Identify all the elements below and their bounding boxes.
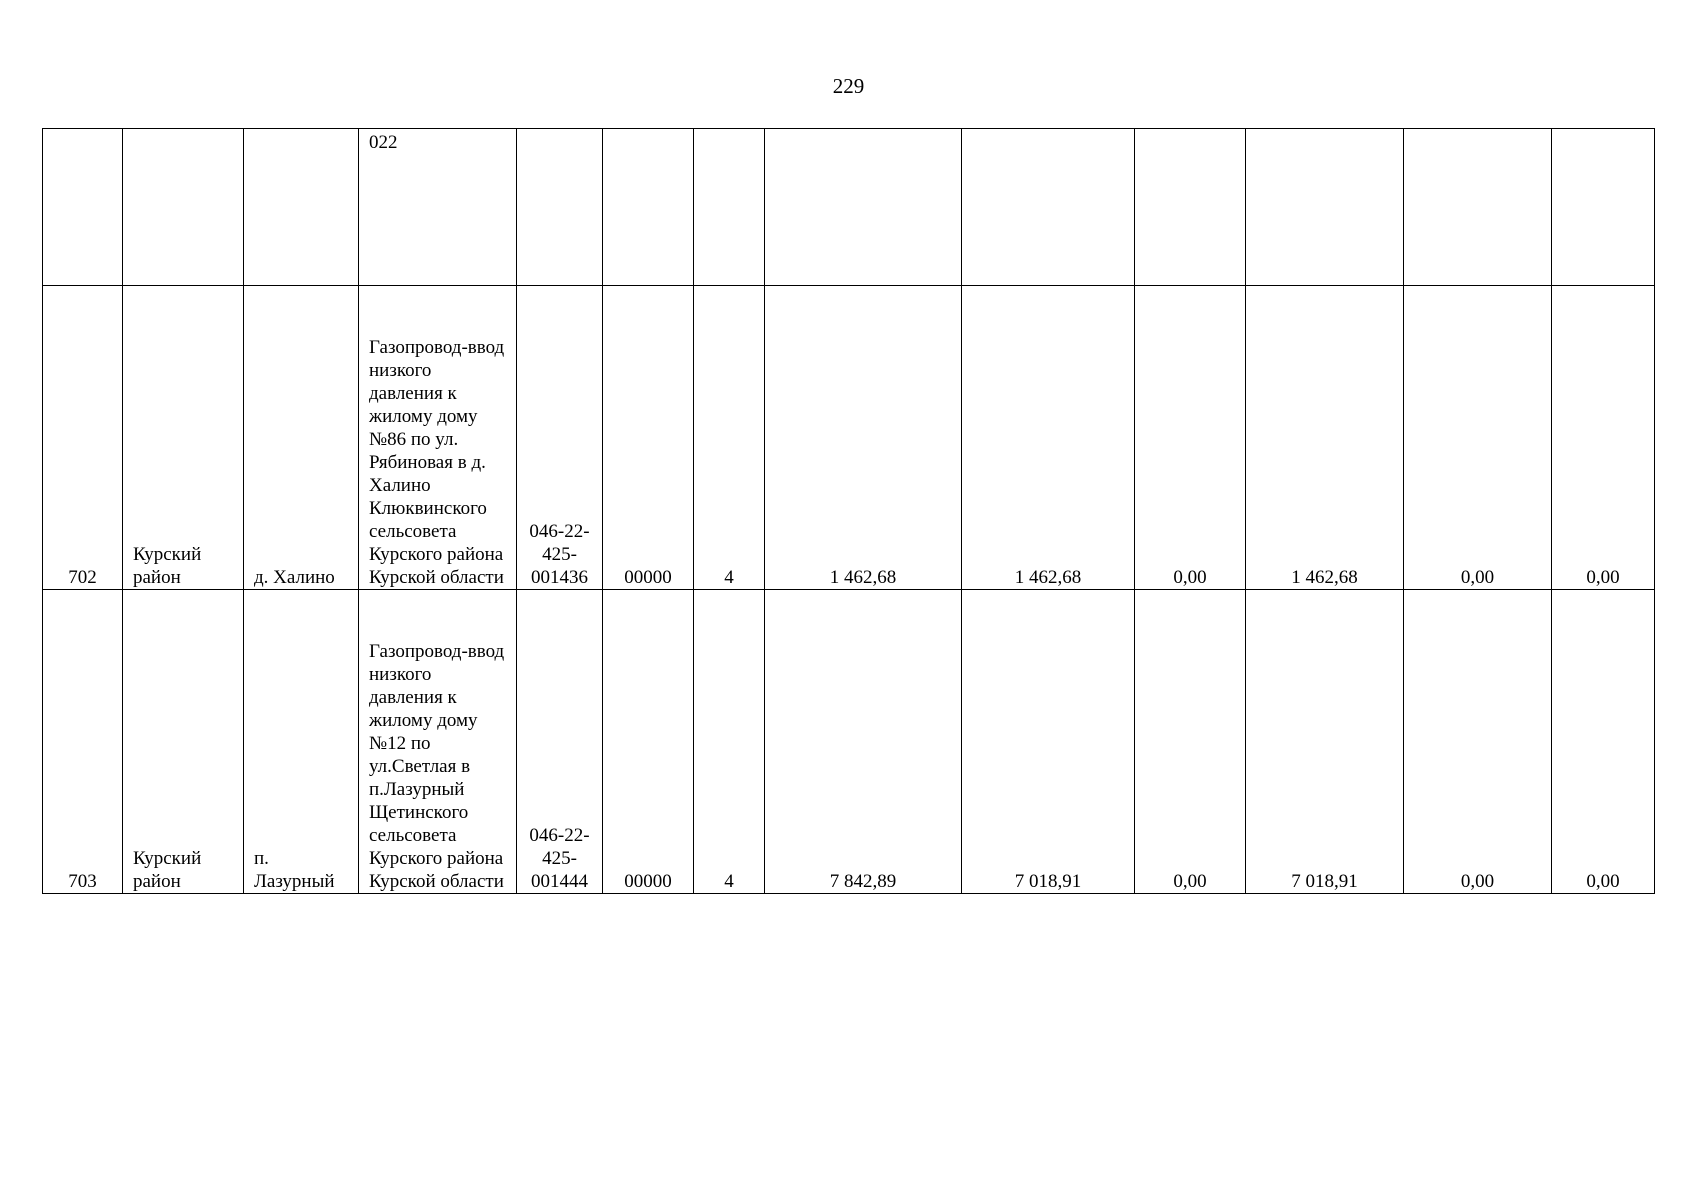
value-cell-6: 0,00 [1552,286,1655,590]
value-cell-3: 0,00 [1135,590,1246,894]
district-cell: Курский район [123,286,244,590]
row-number: 703 [43,590,123,894]
description-text: Газопровод-ввод низкого давления к жилому дому №86 по ул. Рябиновая в д. Халино Клюквинского сельсовета Курского района Курской области [369,337,505,588]
value-cell-2: 7 018,91 [962,590,1135,894]
description-cell [359,129,517,286]
table-cell [1246,129,1404,286]
row-number: 702 [43,286,123,590]
table-row-continuation [43,129,1655,286]
value-cell-1: 1 462,68 [765,286,962,590]
table-cell [765,129,962,286]
table-cell [1552,129,1655,286]
value-cell-5: 0,00 [1404,590,1552,894]
table-cell [244,129,359,286]
quantity-cell: 4 [694,590,765,894]
table-cell [517,129,603,286]
district-cell: Курский район [123,590,244,894]
code-cell: 00000 [603,590,694,894]
description-cell [359,590,517,894]
value-cell-4: 1 462,68 [1246,286,1404,590]
value-cell-1: 7 842,89 [765,590,962,894]
value-cell-4: 7 018,91 [1246,590,1404,894]
table-cell [1404,129,1552,286]
table-row [43,286,1655,590]
value-cell-2: 1 462,68 [962,286,1135,590]
table-cell [694,129,765,286]
quantity-cell: 4 [694,286,765,590]
cadastral-number-cell: 046-22- 425- 001436 [517,286,603,590]
table-cell [43,129,123,286]
value-cell-3: 0,00 [1135,286,1246,590]
description-text: Газопровод-ввод низкого давления к жилому дому №12 по ул.Светлая в п.Лазурный Щетинского сельсовета Курского района Курской области [369,641,505,892]
settlement-cell: д. Халино [244,286,359,590]
description-cell [359,286,517,590]
cadastral-number-cell: 046-22- 425- 001444 [517,590,603,894]
value-cell-5: 0,00 [1404,286,1552,590]
registry-table [42,128,1655,894]
description-continuation: 022 [369,132,398,153]
table-cell [603,129,694,286]
table-cell [1135,129,1246,286]
table-cell [123,129,244,286]
page-number: 229 [832,74,865,98]
table-row [43,590,1655,894]
settlement-cell: п. Лазурный [244,590,359,894]
value-cell-6: 0,00 [1552,590,1655,894]
table-cell [962,129,1135,286]
code-cell: 00000 [603,286,694,590]
